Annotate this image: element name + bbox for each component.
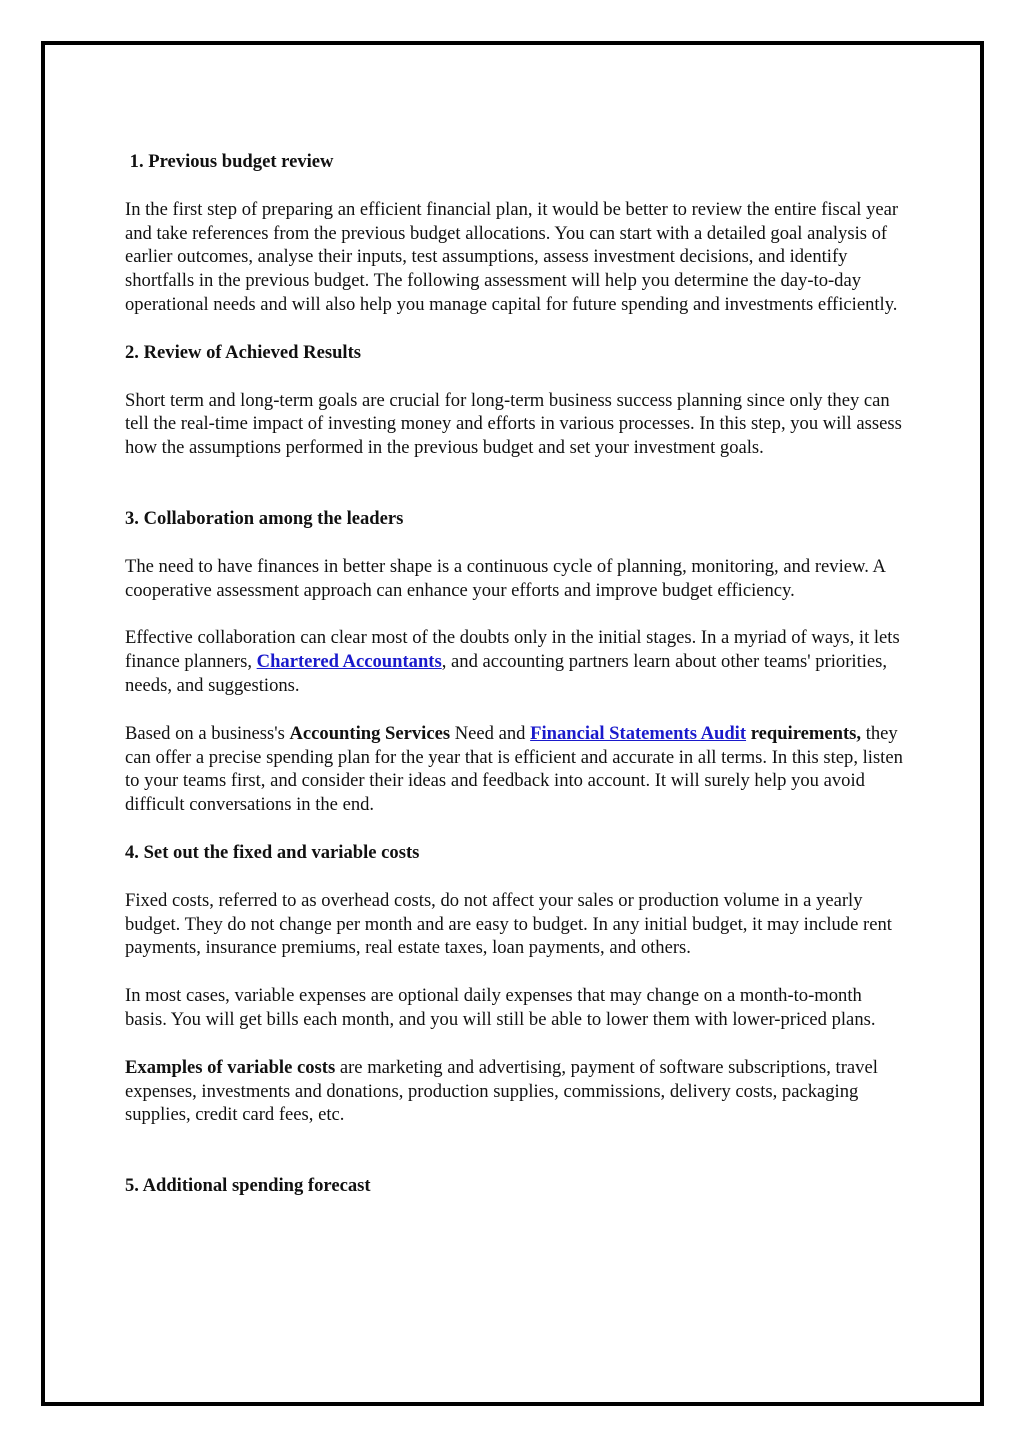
section-heading-5: 5. Additional spending forecast <box>125 1175 371 1197</box>
section-heading-3: 3. Collaboration among the leaders <box>125 507 404 529</box>
section-4-paragraph-1: Fixed costs, referred to as overhead costs, do not affect your sales or production volume in a yearly budget. They do not change per month and are easy to budget. In any initial budget, it may include rent payments, insurance premiums, real estate taxes, loan payments, and others. <box>125 889 892 959</box>
section-1-paragraph: In the first step of preparing an efficient financial plan, it would be better to review the entire fiscal year and take references from the previous budget allocations. You can start with a detailed goal analysis of earlier outcomes, analyse their inputs, test assumptions, assess investment decisions, and identify shortfalls in the previous budget. The following assessment will help you determine the day-to-day operational needs and will also help you manage capital for future spending and investments efficiently. <box>125 198 899 315</box>
section-3-paragraph-2 <box>125 626 905 697</box>
text-run: Effective collaboration can clear most of the doubts only in the initial stages. In a myriad of ways, it lets finance planners, <box>125 627 900 673</box>
text-run: Based on a business's <box>125 722 290 744</box>
section-heading-2: 2. Review of Achieved Results <box>125 341 362 363</box>
text-run: they can offer a precise spending plan for the year that is efficient and accurate in all terms. In this step, listen to your teams first, and consider their ideas and feedback into account. It will surely help you avoid difficult conversations in the end. <box>125 722 903 816</box>
section-3-paragraph-3 <box>125 722 905 817</box>
text-run: are marketing and advertising, payment of software subscriptions, travel expenses, investments and donations, production supplies, commissions, delivery costs, packaging supplies, credit card fees, etc. <box>125 1056 878 1126</box>
section-4-paragraph-2: In most cases, variable expenses are optional daily expenses that may change on a month-to-month basis. You will get bills each month, and you will still be able to lower them with lower-priced plans. <box>125 985 876 1030</box>
section-3-paragraph-1: The need to have finances in better shape is a continuous cycle of planning, monitoring, and review. A cooperative assessment approach can enhance your efforts and improve budget efficiency. <box>125 555 885 601</box>
financial-statements-audit-link[interactable]: Financial Statements Audit <box>530 722 747 744</box>
text-run: Need and <box>450 722 531 744</box>
section-2-paragraph: Short term and long-term goals are crucial for long-term business success planning since only they can tell the real-time impact of investing money and efforts in various processes. In this step, you will assess how the assumptions performed in the previous budget and set your investment goals. <box>125 389 902 459</box>
document-body <box>125 150 905 1198</box>
variable-costs-bold: Examples of variable costs <box>125 1056 336 1078</box>
section-4-paragraph-3 <box>125 1056 905 1127</box>
text-run: , and accounting partners learn about other teams' priorities, needs, and suggestions. <box>125 651 888 696</box>
accounting-services-bold: Accounting Services <box>289 722 451 744</box>
chartered-accountants-link[interactable]: Chartered Accountants <box>256 651 442 673</box>
section-heading-4: 4. Set out the fixed and variable costs <box>125 841 420 863</box>
section-heading-1: 1. Previous budget review <box>125 151 334 172</box>
page-frame <box>41 41 984 1406</box>
requirements-bold: requirements, <box>750 722 862 744</box>
